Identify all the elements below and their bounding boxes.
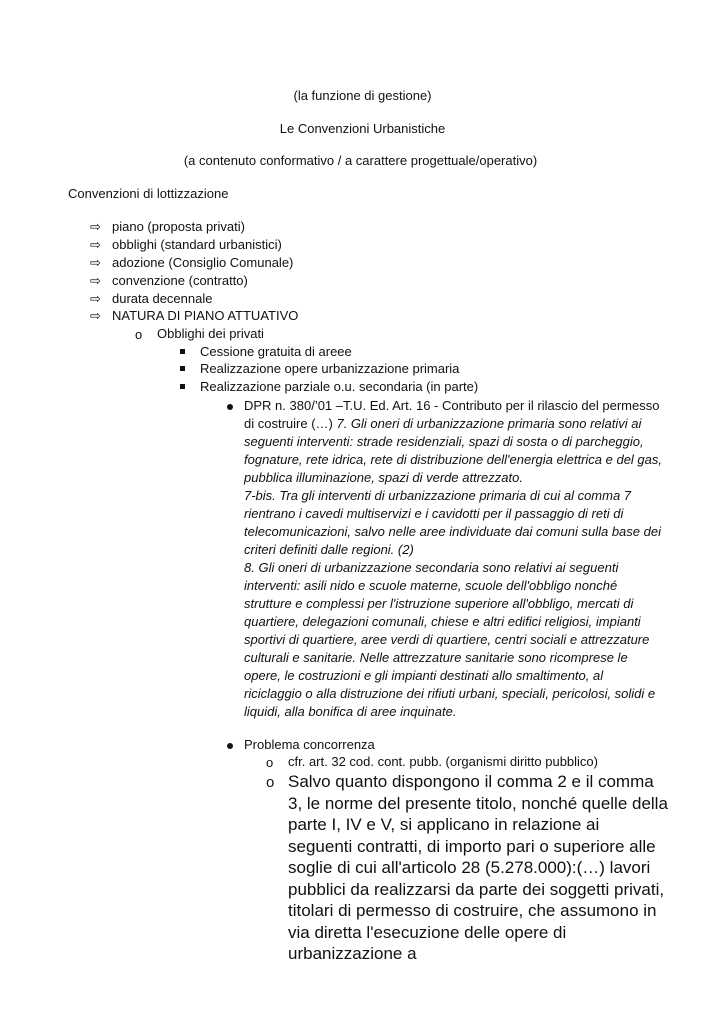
section-title: Convenzioni di lottizzazione xyxy=(68,186,229,201)
dpr-intro: DPR n. 380/’01 –T.U. Ed. Art. 16 - Contributo per il rilascio del permesso di costruire (…) xyxy=(244,398,660,431)
list-item: NATURA DI PIANO ATTUATIVO xyxy=(112,308,299,323)
arrow-right-icon: ⇨ xyxy=(90,273,101,288)
page-title: Le Convenzioni Urbanistiche xyxy=(279,121,446,136)
round-bullet-icon xyxy=(227,404,233,410)
dpr-comma-8: 8. Gli oneri di urbanizzazione secondaria sono relativi ai seguenti interventi: asili nido e scuole materne, scuole dell'obbligo nonché strutture e complessi per l'istruzione superiore all'obbligo, mercati di quartiere, delegazioni comunali, chiese e altri edifici religiosi, impianti sportivi di quartiere, aree verdi di quartiere, centri sociali e attrezzature culturali e sanitarie. Nelle attrezzature sanitarie sono ricomprese le opere, le costruzioni e gli impianti destinati allo smaltimento, al riciclaggio o alla distruzione dei rifiuti urbani, speciali, pericolosi, solidi e liquidi, alla bonifica di aree inquinate. xyxy=(244,560,656,719)
arrow-right-icon: ⇨ xyxy=(90,291,101,306)
law-excerpt: Salvo quanto dispongono il comma 2 e il comma 3, le norme del presente titolo, nonché quelle della parte I, IV e V, si applicano in relazione ai seguenti contratti, di importo pari o superiore alle soglie di cui all'articolo 28 (5.278.000):(…) lavori pubblici da realizzarsi da parte dei soggetti privati, titolari di permesso di costruire, che assumono in via diretta l'esecuzione delle opere di urbanizzazione a xyxy=(288,772,668,963)
list-item: Cessione gratuita di areee xyxy=(200,344,352,359)
arrow-right-icon: ⇨ xyxy=(90,219,101,234)
subtitle-bottom: (a contenuto conformativo / a carattere progettuale/operativo) xyxy=(183,153,538,168)
list-item: Problema concorrenza xyxy=(244,737,375,752)
list-item: obblighi (standard urbanistici) xyxy=(112,237,282,252)
square-bullet-icon xyxy=(180,384,185,389)
list-item: cfr. art. 32 cod. cont. pubb. (organismi diritto pubblico) xyxy=(288,754,598,769)
subtitle-top: (la funzione di gestione) xyxy=(293,88,432,103)
dpr-comma-7: 7. Gli oneri di urbanizzazione primaria sono relativi ai seguenti interventi: strade residenziali, spazi di sosta o di parcheggio, fognature, rete idrica, rete di distribuzione dell'energia elettrica e del gas, pubblica illuminazione, spazi di verde attrezzato. xyxy=(244,416,662,485)
square-bullet-icon xyxy=(180,349,185,354)
arrow-right-icon: ⇨ xyxy=(90,237,101,252)
list-item: durata decennale xyxy=(112,291,213,306)
square-bullet-icon xyxy=(180,366,185,371)
list-item: Realizzazione opere urbanizzazione primaria xyxy=(200,361,460,376)
dpr-paragraph xyxy=(244,397,664,721)
list-item: adozione (Consiglio Comunale) xyxy=(112,255,294,270)
list-item: piano (proposta privati) xyxy=(112,219,245,234)
list-item: Obblighi dei privati xyxy=(157,326,264,341)
list-item: Realizzazione parziale o.u. secondaria (in parte) xyxy=(200,379,479,394)
circle-bullet-icon: o xyxy=(266,755,274,770)
circle-bullet-icon: o xyxy=(266,774,275,791)
round-bullet-icon xyxy=(227,743,233,749)
list-item: convenzione (contratto) xyxy=(112,273,248,288)
circle-bullet-icon: o xyxy=(135,327,143,342)
dpr-comma-7bis: 7-bis. Tra gli interventi di urbanizzazione primaria di cui al comma 7 rientrano i cavedi multiservizi e i cavidotti per il passaggio di reti di telecomunicazioni, salvo nelle aree individuate dai comuni sulla base dei criteri definiti dalle regioni. (2) xyxy=(244,488,661,557)
arrow-right-icon: ⇨ xyxy=(90,255,101,270)
arrow-right-icon: ⇨ xyxy=(90,308,101,323)
